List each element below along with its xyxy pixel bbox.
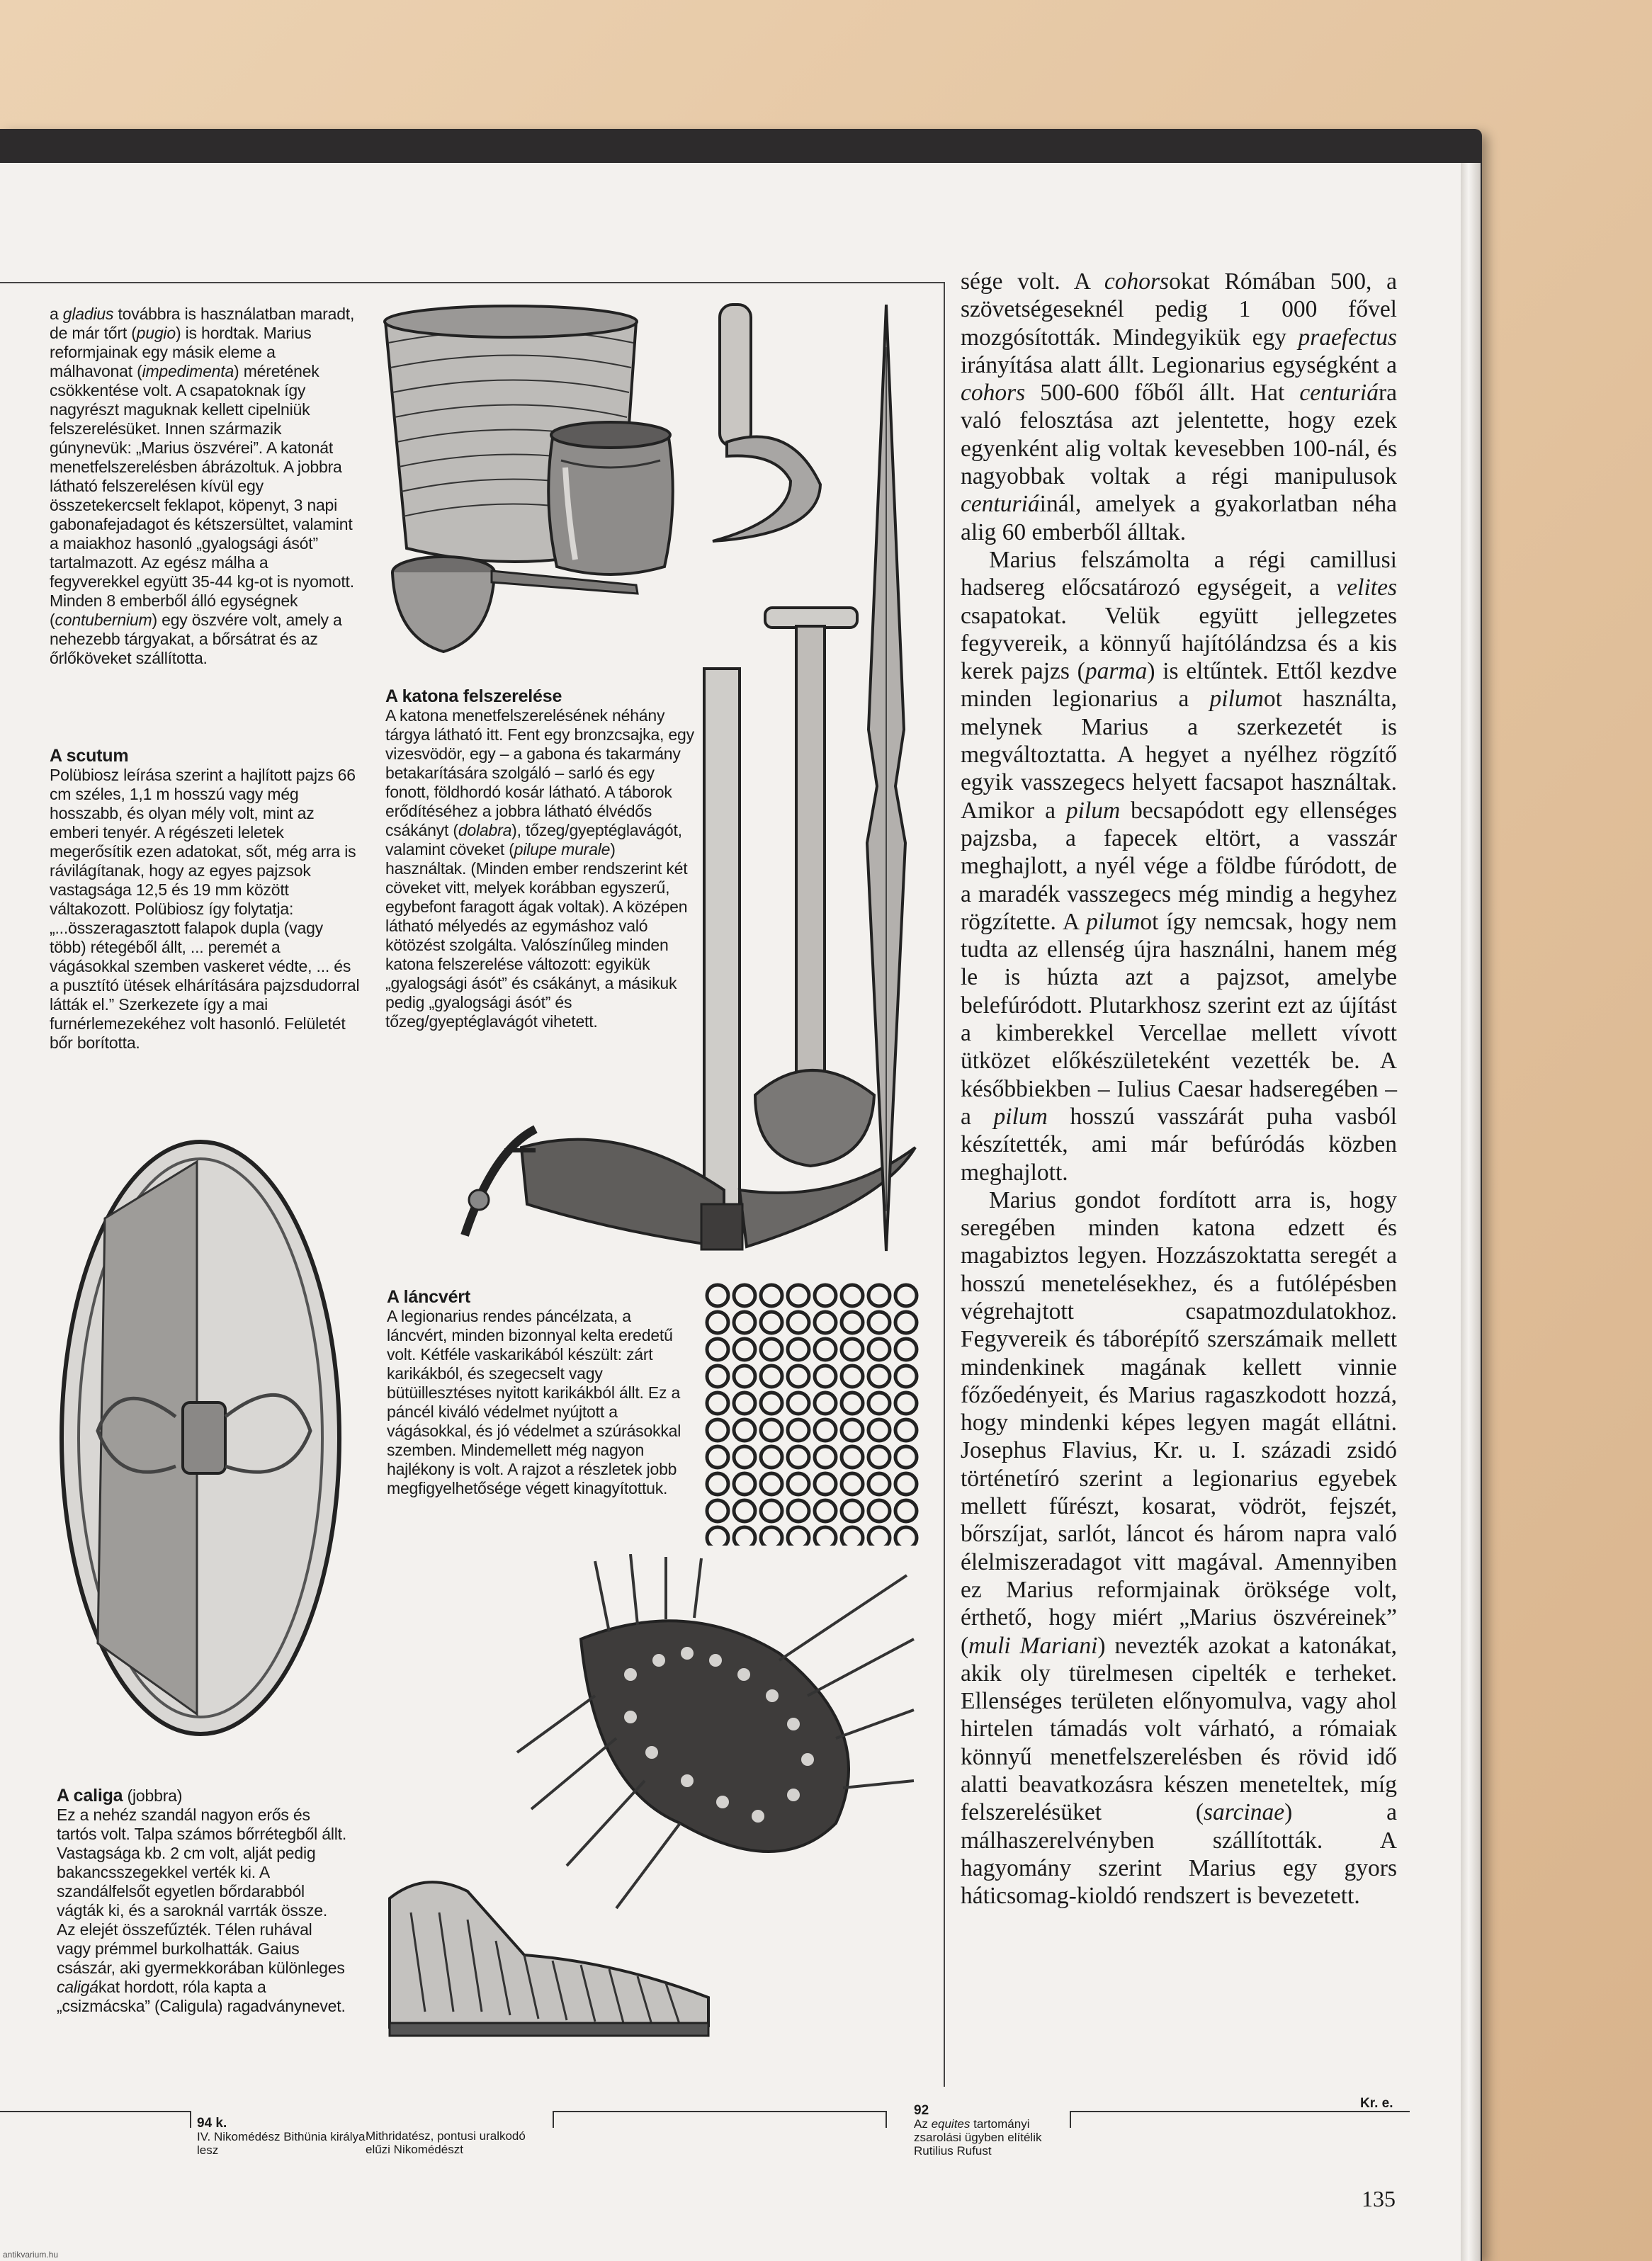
- text-run: ) a málhaszerelvényben szállították. A hagyomány szerint Marius egy gyors háticsomag-kioldó rendszert is bevezetett.: [961, 1799, 1397, 1910]
- text-run: ) is eltűntek. Ettől kezdve minden legionarius a: [961, 658, 1398, 713]
- text-run: ot használta, melynek Marius a szerkezetét is megváltoztatta. A hegyet a nyélhez rögzítő egyik vasszegecs helyett facsapot használtak. Amikor a: [961, 686, 1397, 824]
- timeline-event-2: [366, 2129, 550, 2156]
- italic-term: praefectus: [1298, 324, 1397, 351]
- italic-term: cohors: [961, 380, 1026, 407]
- caliga-title: A caliga: [57, 1786, 123, 1806]
- text-run: kat hordott, róla kapta a „csizmácska” (Caligula) ragadványnevet.: [57, 1978, 346, 2015]
- stake-binding-illustration: [451, 1122, 543, 1242]
- equipment-title: A katona felszerelése: [385, 686, 562, 706]
- turf-cutter-illustration: [751, 606, 878, 1173]
- scutum-body: Polübiosz leírása szerint a hajlított pajzs 66 cm széles, 1,1 m hosszú vagy még hosszabb, és olyan mély volt, mint az emberi tenyér. A régészeti leletek megerősítik ezen adatokat, sőt, még arra is rávilágítanak, hogy az egyes pajzsok vastagsága 12,5 és 19 mm között váltakozott. Polübiosz így folytatja: „...összeragasztott falapok dupla (vagy több) rétegéből állt, ... peremét a vágásokkal szemben vaskeret védte, ... és a pusztító ütések elhárítására pajzsdudorral látták el.” Szerkezete így a mai furnérlemezekéhez volt hasonló. Felületét bőr borította.: [50, 766, 360, 1052]
- timeline-event-3: [914, 2104, 1077, 2158]
- timeline-event-1-year: 94 k.: [197, 2116, 227, 2131]
- timeline-line: [553, 2111, 886, 2112]
- page-edge: [1461, 163, 1481, 2261]
- italic-term: centuriá: [1299, 380, 1379, 407]
- timeline-tick: [886, 2111, 887, 2128]
- text-run: a: [50, 305, 63, 323]
- italic-term: dolabra: [458, 821, 512, 839]
- sidebar-intro-text: [50, 305, 361, 668]
- caliga-side-illustration: [383, 1870, 715, 2047]
- mail-body: A legionarius rendes páncélzata, a láncvért, minden bizonnyal kelta eredetű volt. Kétféle vaskarikából készült: zárt karikákból, és szegecselt vagy bütüillesztéses nyitott karikákból állt. Ez a páncél kiváló védelmet nyújtott a vágásokkal, és jó védelmet a szúrásokkal szemben. Mindemellett még nagyon hajlékony is volt. A rajzot a részletek jobb megfigyelhetősége végett kinagyítottuk.: [387, 1307, 681, 1497]
- italic-term: pilum: [993, 1103, 1048, 1130]
- scutum-caption: [50, 747, 361, 1053]
- italic-term: pilupe murale: [514, 840, 611, 858]
- timeline-event-3-year: 92: [914, 2103, 929, 2118]
- text-run: ) méretének csökkentése volt. A csapatoknak így nagyrészt maguknak kellett cipelniük felszerelésüket. Innen származik gúnynevük: „Marius öszvérei”. A katonát menetfelszerelésben ábrázoltuk. A jobbra látható felszerelésen kívül egy összetekercselt feklapot, köpenyt, 3 napi gabonafejadagot és kétszersültet, valamint a maiakhoz hasonló „gyalogsági ásót” tartalmazott. Az egész málha a fegyverekkel együtt 35-44 kg-ot is nyomott. Minden 8 emberből álló egységnek (: [50, 362, 354, 629]
- timeline-event-1-text: IV. Nikomédész Bithünia királya lesz: [197, 2130, 366, 2157]
- mail-caption: [387, 1288, 681, 1498]
- text-run: ), tőzeg/gyeptéglavágót, valamint cöveket (: [385, 821, 682, 858]
- timeline-event-1: [197, 2116, 367, 2157]
- text-run: inál, amelyek a gyakorlatban néha alig 60 emberből álltak.: [961, 491, 1397, 545]
- text-run: csapatokat. Velük együtt jellegzetes fegyvereik, a könnyű hajítólándzsa és a kis kerek pajzs (: [961, 602, 1397, 685]
- text-run: ot így nemcsak, hogy nem tudta az ellenség újra használni, hanem még le is húzta azt a pajzsot, amelybe belefúródott. Plutarkhosz szerint ezt az újítást a kimberekkel Vercellae mellett vívott ütközet előkészületeként vezették be. A későbbiekben – Iulius Caesar hadseregében – a: [961, 908, 1397, 1130]
- italic-term: pilum: [1065, 797, 1121, 824]
- text-run: becsapódott egy ellenséges pajzsba, a fapecek eltört, a vasszár meghajlott, a nyél vége a földbe fúródott, de a maradék vasszegecs még mindig a hegyhez rögzítette. A: [961, 797, 1397, 935]
- caliga-title-suffix: (jobbra): [123, 1786, 183, 1805]
- text-run: Ez a nehéz szandál nagyon erős és tartós volt. Talpa számos bőrrétegből állt. Vastagsága kb. 2 cm volt, alját pedig bakancsszegekkel verték ki. A szandálfelsőt egyetlen bőrdarabból vágták ki, és a saroknál varrták össze. Az elejét összefűzték. Télen ruhával vagy prémmel burkolhatták. Gaius császár, aki gyermekkorában különleges: [57, 1806, 347, 1977]
- text-run: tartományi zsarolási ügyben elítélik Rutilius Rufust: [914, 2117, 1042, 2158]
- italic-term: sarcinae: [1204, 1799, 1285, 1826]
- text-run: Az: [914, 2117, 932, 2131]
- italic-term: centuriá: [961, 491, 1040, 518]
- text-run: ) is hordtak. Marius reformjainak egy másik eleme a málhavonat (: [50, 324, 312, 380]
- timeline-tick: [190, 2111, 191, 2128]
- timeline-era-label: Kr. e.: [1360, 2096, 1393, 2111]
- italic-term: pilum: [1209, 686, 1264, 713]
- timeline-event-3-text: [914, 2117, 1041, 2158]
- sickle-illustration: [706, 300, 833, 548]
- sidebar-intro: [50, 305, 361, 668]
- mess-tin-illustration: [388, 552, 643, 659]
- timeline-tick: [553, 2111, 554, 2128]
- main-text-column: [961, 268, 1397, 1910]
- timeline-line: [1070, 2111, 1410, 2112]
- timeline: [0, 2096, 1417, 2165]
- text-run: A katona menetfelszerelésének néhány tárgya látható itt. Fent egy bronzcsajka, egy vizesvödör, egy – a gabona és takarmány betakarítására szolgáló – sarló és egy fonott, földhordó kosár látható. A táborok erődítéséhez a jobbra látható élvédős csákányt (: [385, 706, 694, 839]
- italic-term: parma: [1085, 658, 1148, 685]
- caliga-caption: [57, 1786, 347, 2016]
- page-number: 135: [1362, 2186, 1396, 2211]
- main-paragraph: [961, 268, 1397, 546]
- text-run: Marius felszámolta a régi camillusi hadsereg előcsatározó egységeit, a: [961, 546, 1397, 601]
- caliga-body: [57, 1806, 347, 2016]
- text-run: okat Rómában 500, a szövetségeseknél pedig 1 000 fővel mozgósították. Mindegyikük egy: [961, 268, 1397, 351]
- palisade-stake-illustration: [861, 305, 911, 1254]
- main-paragraph: [961, 546, 1397, 1186]
- watermark: antikvarium.hu: [3, 2250, 59, 2260]
- text-run: ra való felosztása azt jelentette, hogy ezek egyenként alig voltak kevesebben 100-nál, és nagyobbak voltak a régi manipulusok: [961, 380, 1397, 490]
- scutum-shield-illustration: [55, 1133, 346, 1742]
- text-run: ) használtak. (Minden ember rendszerint két cöveket vitt, melyek korábban egyszerű, egybefont faragott ágak voltak). A középen látható mélyedés az egymáshoz való kötözést szolgálta. Valószínűleg minden katona felszerelése változott: egyikük „gyalogsági ásót” és csákányt, a másikuk pedig „gyalogsági ásót” és tőzeg/gyeptéglavágót vihetett.: [385, 840, 688, 1031]
- main-paragraph: [961, 1186, 1397, 1910]
- text-run: sége volt. A: [961, 268, 1104, 295]
- mail-title: A láncvért: [387, 1287, 470, 1307]
- italic-term: gladius: [62, 305, 114, 323]
- text-run: 500-600 főből állt. Hat: [1025, 380, 1300, 407]
- text-run: hosszú vasszárát puha vasból készítették, ami már befúródás közben meghajlott.: [961, 1103, 1397, 1186]
- italic-term: impedimenta: [142, 362, 234, 380]
- italic-term: cohors: [1104, 268, 1170, 295]
- italic-term: pugio: [136, 324, 176, 342]
- italic-term: caligá: [57, 1978, 98, 1996]
- italic-term: velites: [1336, 574, 1397, 601]
- text-run: ) nevezték azokat a katonákat, akik oly türelmesen cipelték e terheket. Ellenséges területen előnyomulva, vagy ahol hirtelen támadás volt várható, a rómaiak könnyű menetfelszerelésben és rövid idő alatti beavatkozásra készen meneteltek, míg felszerelésüket (: [961, 1632, 1397, 1826]
- text-run: irányítása alatt állt. Legionarius egységként a: [961, 351, 1397, 378]
- italic-term: muli Mariani: [968, 1632, 1098, 1659]
- text-run: Marius gondot fordított arra is, hogy seregében minden katona edzett és magabiztos legyen. Hozzászoktatta seregét a hosszú menetelésekhez, és a futólépésben végrehajtott csapatmozdulatokhoz. Fegyvereik és táborépítő szerszámaik mellett mindenkinek magának kellett vinnie főzőedényeit, és Marius ragaszkodott hozzá, hogy mindenki képes legyen magát ellátni. Josephus Flavius, Kr. u. I. századi zsidó történetíró szerint a legionarius egyebek mellett fűrészt, kosarat, vödröt, fejszét, bőrszíjat, sarlót, láncot és három napra való élelmiszeradagot vitt magával. Amennyiben ez Marius reformjainak öröksége volt, érthető, hogy miért „Marius öszvéreinek” (: [961, 1186, 1397, 1659]
- timeline-event-2-text: Mithridatész, pontusi uralkodó elűzi Nikomédészt: [366, 2129, 526, 2156]
- italic-term: pilum: [1086, 908, 1141, 935]
- chain-mail-illustration: [704, 1282, 920, 1546]
- italic-term: contubernium: [55, 611, 152, 629]
- text-run: ) egy öszvére volt, amely a nehezebb tárgyakat, a bőrsátrat és az őrlőköveket szállította.: [50, 611, 342, 667]
- scutum-title: A scutum: [50, 746, 129, 766]
- italic-term: equites: [931, 2117, 971, 2131]
- timeline-line: [0, 2111, 190, 2112]
- text-run: továbbra is használatban maradt, de már tőrt (: [50, 305, 355, 342]
